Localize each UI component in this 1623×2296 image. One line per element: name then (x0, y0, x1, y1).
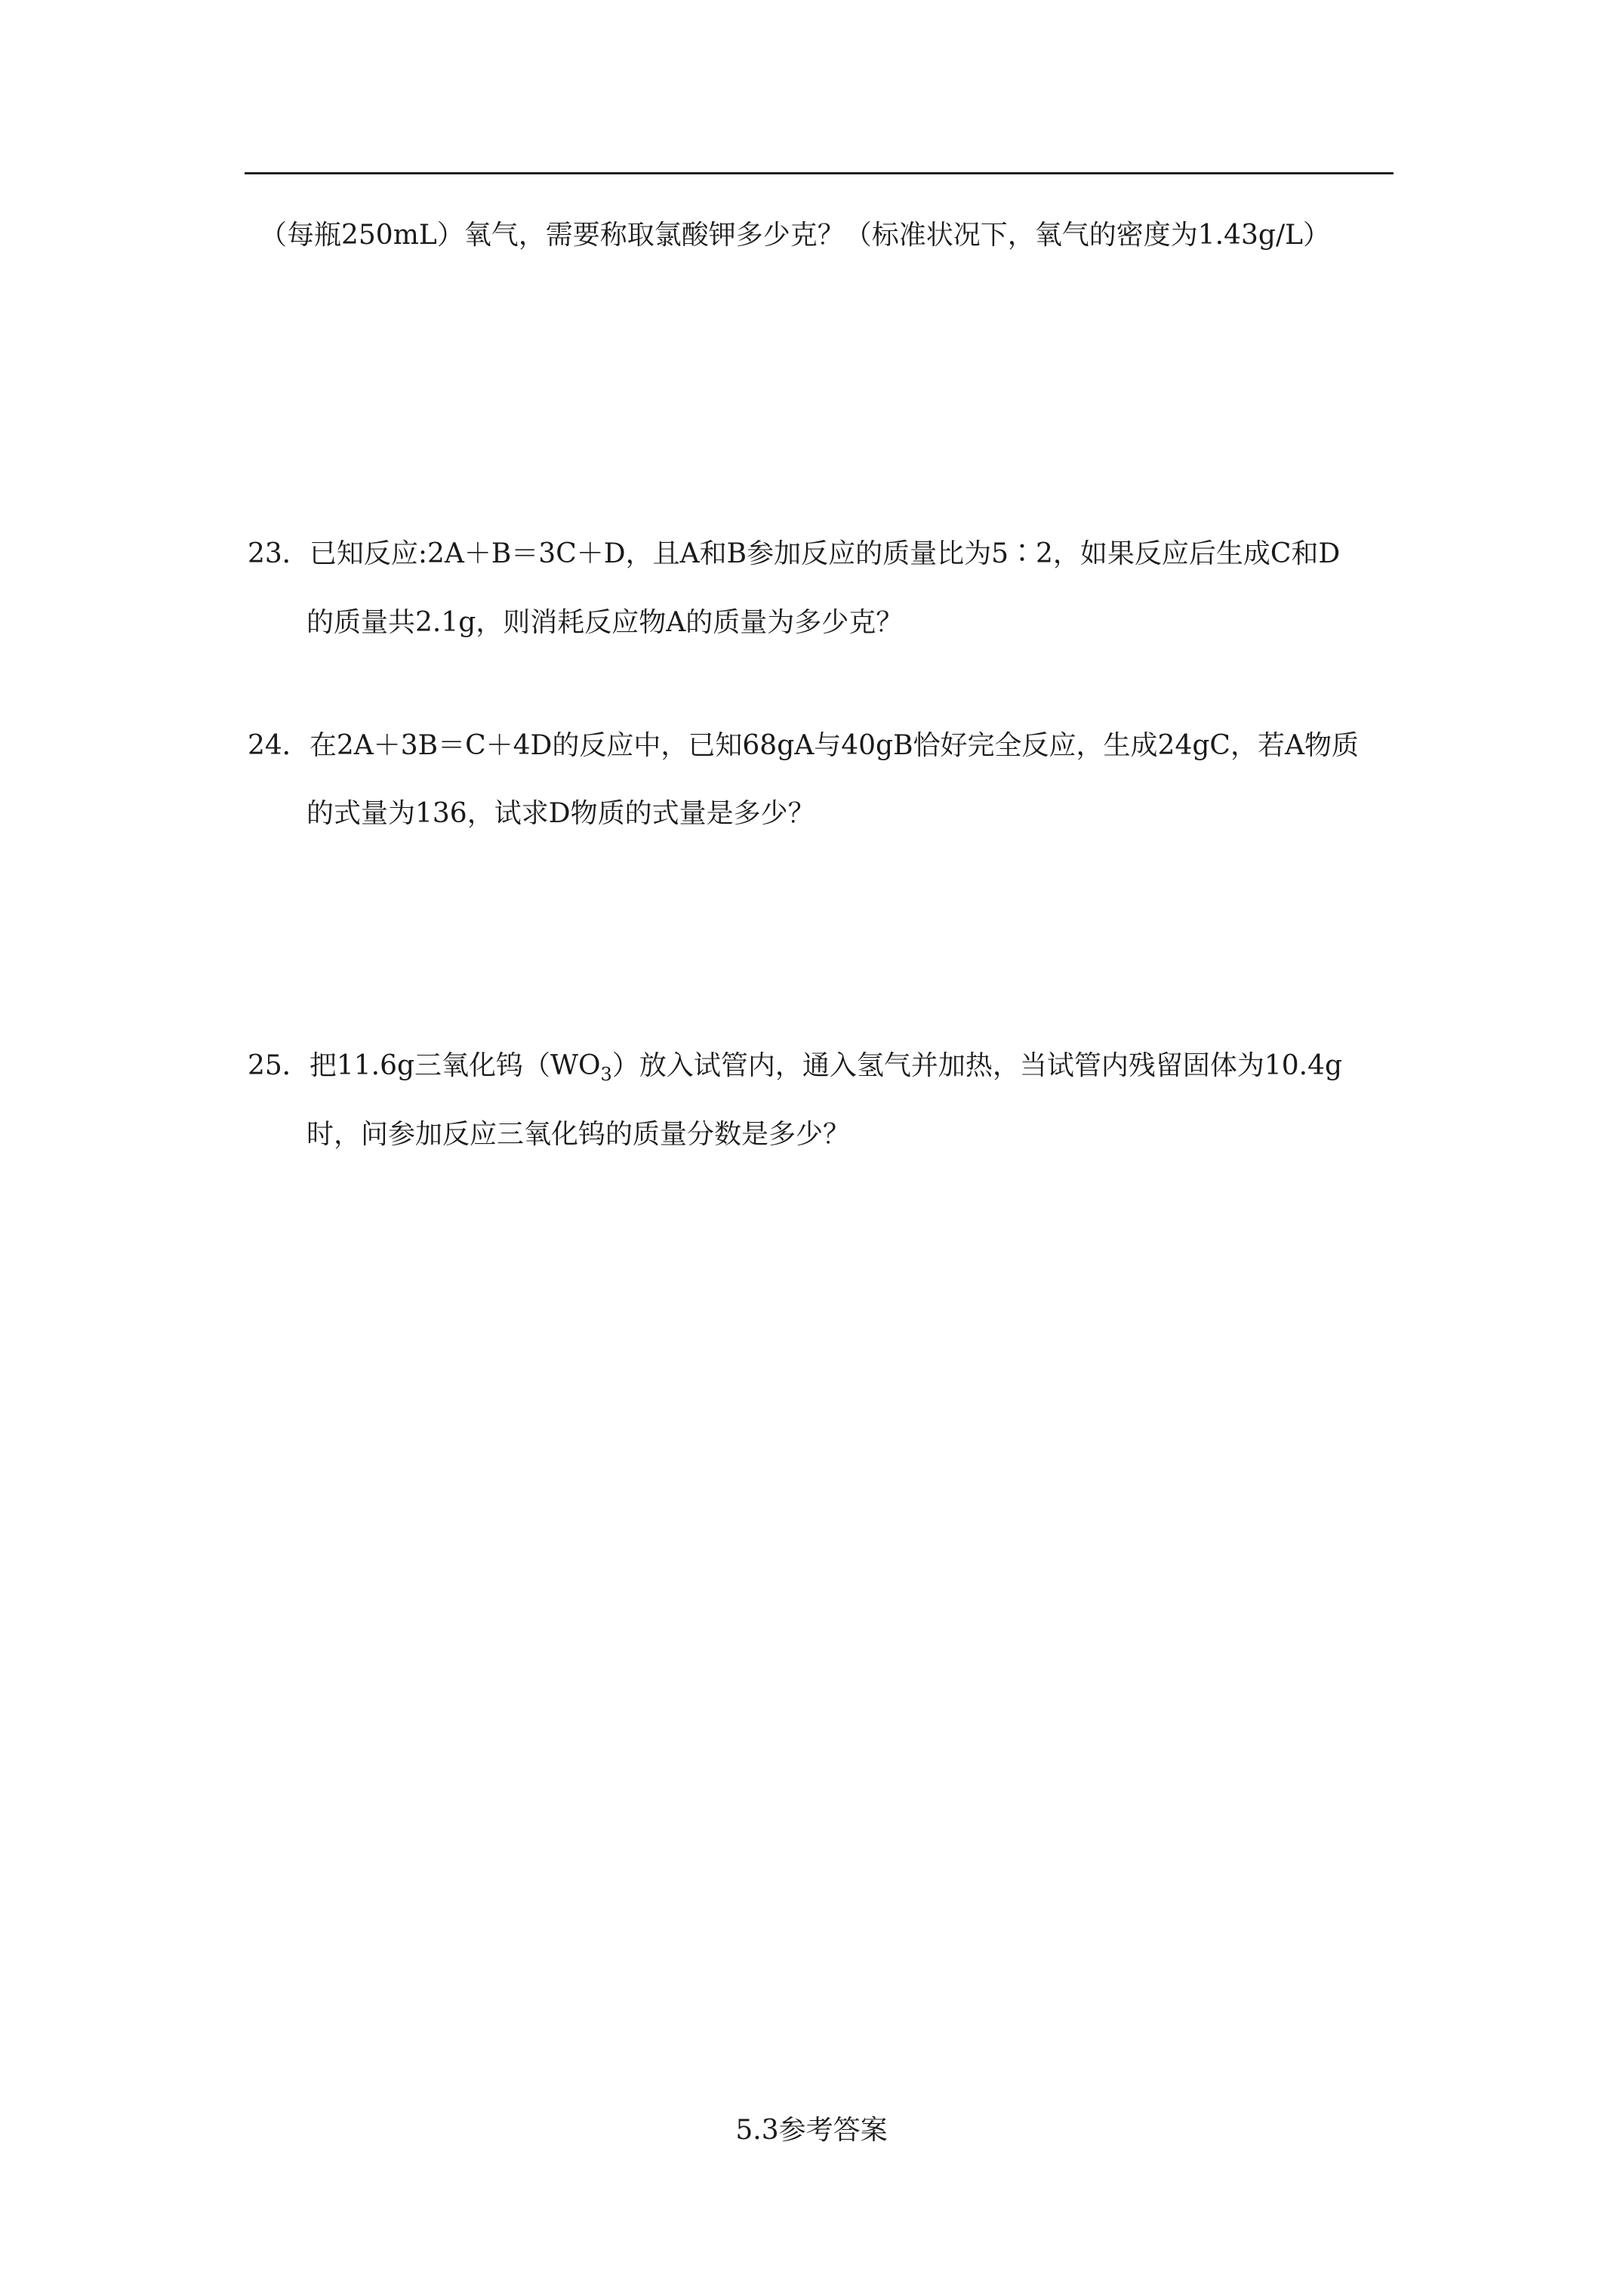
question-text: 的式量为136，试求D物质的式量是多少？ (306, 798, 815, 829)
question-25-line-1 (248, 1047, 1342, 1085)
question-text: 把11.6g三氧化钨（WO (309, 1050, 601, 1081)
header-rule (245, 172, 1394, 174)
question-text: 的质量共2.1g，则消耗反应物A的质量为多少克？ (306, 607, 904, 638)
question-25-line-2 (306, 1116, 850, 1154)
question-text: 时，问参加反应三氧化钨的质量分数是多少？ (306, 1119, 851, 1150)
question-24-line-1 (248, 727, 1359, 765)
question-number: 25． (248, 1050, 310, 1081)
question-text: ）放入试管内，通入氢气并加热，当试管内残留固体为10.4g (611, 1050, 1343, 1081)
question-text: 在2A＋3B＝C＋4D的反应中，已知68gA与40gB恰好完全反应，生成24gC，若A物质 (309, 730, 1359, 761)
question-text: 已知反应:2A＋B＝3C＋D，且A和B参加反应的质量比为5∶2，如果反应后生成C和D (309, 538, 1341, 569)
continuation-text: （每瓶250mL）氧气，需要称取氯酸钾多少克？（标准状况下，氧气的密度为1.43g/L） (260, 220, 1330, 251)
question-23-line-2 (306, 604, 903, 642)
question-22-continuation (260, 217, 1330, 254)
subscript: 3 (600, 1064, 612, 1085)
question-24-line-2 (306, 795, 815, 833)
question-23-line-1 (248, 535, 1340, 573)
section-title: 5.3参考答案 (735, 2115, 888, 2146)
question-number: 23． (248, 538, 310, 569)
question-number: 24． (248, 730, 310, 761)
